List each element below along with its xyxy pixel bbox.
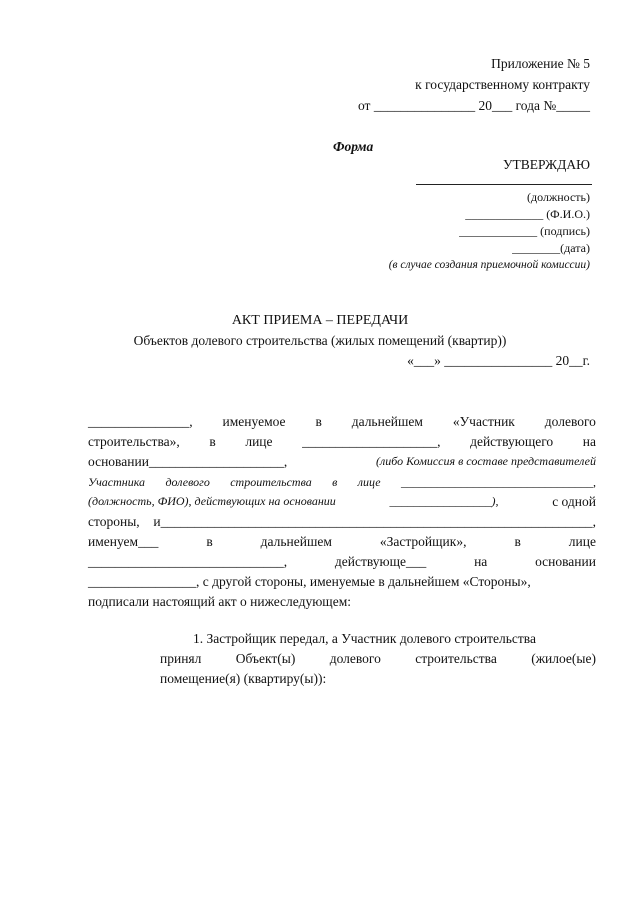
body-line-9: ________________, с другой стороны, именуемые в дальнейшем «Стороны», xyxy=(88,574,531,589)
act-date: «___» ________________ 20__г. xyxy=(407,353,590,368)
approve-position-line xyxy=(416,184,592,185)
approve-label: УТВЕРЖДАЮ xyxy=(502,157,590,172)
appendix-number: Приложение № 5 xyxy=(491,56,590,71)
body-line-8: _____________________________, действующе___ на основании xyxy=(88,554,596,569)
body-line-5: (должность, ФИО), действующих на основании _________________), с одной xyxy=(88,494,596,509)
body-line-4: Участника долевого строительства в лице ________________________________, xyxy=(88,475,596,489)
paragraph-1-line-3: помещение(я) (квартиру(ы)): xyxy=(160,671,327,686)
paragraph-1-line-2: принял Объект(ы) долевого строительства (жилое(ые) xyxy=(160,651,596,666)
body-line-7: именуем___ в дальнейшем «Застройщик», в лице xyxy=(88,534,596,549)
position-caption: (должность) xyxy=(527,190,590,204)
document-subtitle: Объектов долевого строительства (жилых помещений (квартир)) xyxy=(133,333,507,348)
date-caption: ________(дата) xyxy=(512,241,590,255)
form-label: Форма xyxy=(333,139,374,154)
body-line-10: подписали настоящий акт о нижеследующем: xyxy=(88,594,351,609)
body-line-2: строительства», в лице ____________________, действующего на xyxy=(88,434,596,449)
contract-date-line: от _______________ 20___ года №_____ xyxy=(357,98,590,113)
body-line-1: _______________, именуемое в дальнейшем «Участник долевого xyxy=(88,414,596,429)
signature-caption: _____________ (подпись) xyxy=(459,224,590,238)
fio-caption: _____________ (Ф.И.О.) xyxy=(465,207,590,221)
body-line-3: основании____________________, (либо Комиссия в составе представителей xyxy=(88,454,596,469)
contract-reference: к государственному контракту xyxy=(415,77,590,92)
body-line-6: стороны, и________________________________________________________________, xyxy=(88,514,596,529)
paragraph-1-line-1: 1. Застройщик передал, а Участник долевого строительства xyxy=(193,631,536,646)
commission-note: (в случае создания приемочной комиссии) xyxy=(388,259,590,271)
document-title: АКТ ПРИЕМА – ПЕРЕДАЧИ xyxy=(231,313,409,328)
